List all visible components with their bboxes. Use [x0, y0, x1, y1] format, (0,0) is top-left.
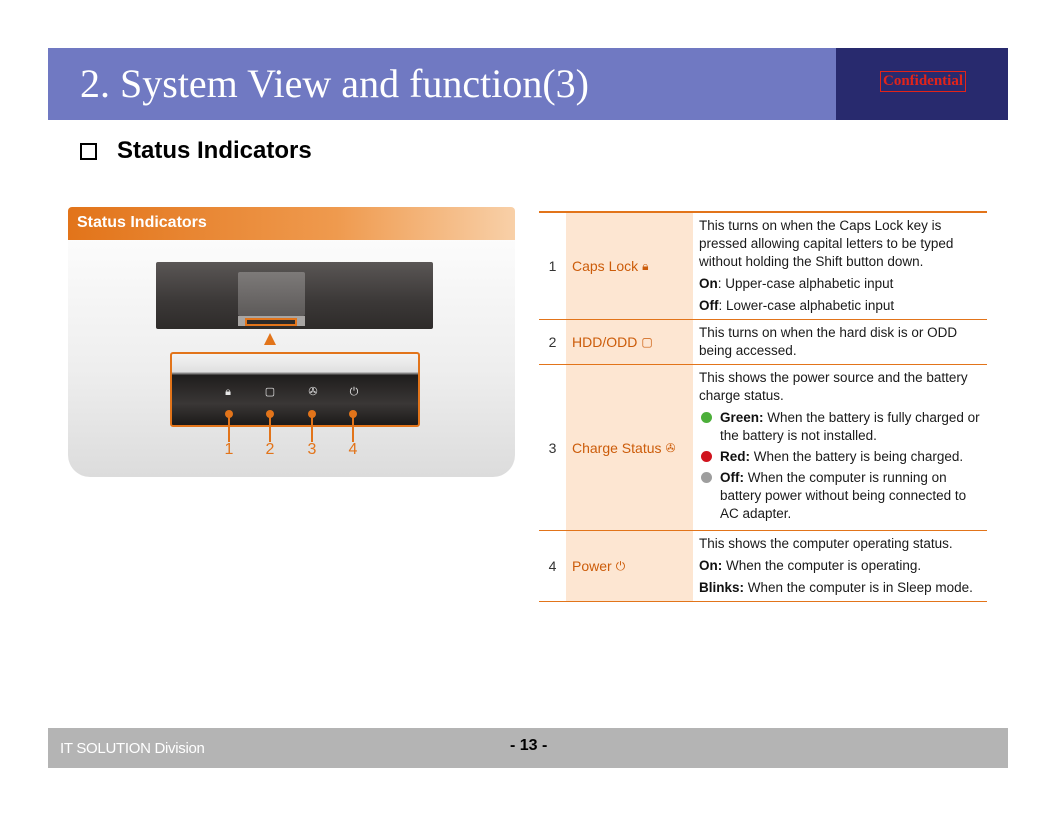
footer-division: IT SOLUTION Division [60, 740, 205, 757]
indicator-name [566, 213, 693, 319]
callout-arrow-icon [264, 333, 276, 345]
row-number: 1 [548, 258, 557, 274]
hdd-odd-icon: ▢ [641, 335, 653, 349]
section-heading [80, 137, 312, 165]
section-heading-text: Status Indicators [117, 137, 312, 164]
indicator-name-text: Charge Status [572, 439, 662, 456]
table-row [539, 531, 987, 602]
description-text: This turns on when the hard disk is or ODD being accessed. [699, 325, 958, 358]
led-strip-highlight [245, 318, 297, 326]
indicator-zoom-image [170, 352, 420, 427]
confidential-label: Confidential [880, 71, 966, 92]
indicator-description [693, 531, 987, 601]
callout-line [269, 414, 271, 442]
caps-lock-icon: 🔒︎ [642, 258, 649, 273]
indicator-description [693, 320, 987, 364]
description-text: This shows the power source and the battery charge status. [699, 370, 968, 403]
hdd-icon: ▢ [264, 386, 276, 398]
status-indicator-table [539, 211, 987, 602]
row-number: 4 [548, 558, 557, 574]
row-number: 3 [548, 439, 557, 456]
indicator-name [566, 531, 693, 601]
status-indicator-figure [68, 207, 515, 477]
callout-dot [225, 410, 233, 418]
callout-number-2: 2 [265, 441, 275, 458]
table-row [539, 365, 987, 531]
red-bullet: Red: When the battery is being charged. [699, 448, 983, 466]
callout-line [228, 414, 230, 442]
row-number: 2 [548, 334, 557, 350]
table-row [539, 320, 987, 365]
callout-dot [266, 410, 274, 418]
indicator-description [693, 213, 987, 319]
slide-title: 2. System View and function(3) [80, 61, 590, 106]
off-bullet: Off: When the computer is running on battery power without being connected to AC adapter. [699, 469, 983, 523]
table-row [539, 213, 987, 320]
callout-number-4: 4 [348, 441, 358, 458]
blinks-line: Blinks: When the computer is in Sleep mode. [699, 580, 973, 595]
callout-number-3: 3 [307, 441, 317, 458]
page-number: - 13 - [510, 737, 548, 754]
off-line: Off: Lower-case alphabetic input [699, 298, 895, 313]
charge-status-icon: ✇ [665, 440, 676, 455]
callout-dot [308, 410, 316, 418]
green-bullet: Green: When the battery is fully charged or the battery is not installed. [699, 409, 983, 445]
description-text: This turns on when the Caps Lock key is pressed allowing capital letters to be typed without holding the Shift button down. [699, 218, 954, 269]
callout-dot [349, 410, 357, 418]
checkbox-bullet-icon [80, 143, 97, 160]
green-dot-icon [701, 412, 712, 423]
indicator-name-text: HDD/ODD [572, 334, 638, 350]
callout-line [352, 414, 354, 442]
callout-line [311, 414, 313, 442]
caps-lock-icon: 🔒︎ [225, 386, 231, 398]
indicator-description [693, 365, 987, 530]
red-dot-icon [701, 451, 712, 462]
indicator-name [566, 365, 693, 530]
touchpad-image [238, 272, 305, 316]
power-icon: ⏻ [615, 558, 626, 573]
indicator-name-text: Caps Lock [572, 258, 639, 274]
indicator-name [566, 320, 693, 364]
description-text: This shows the computer operating status. [699, 536, 953, 551]
figure-title: Status Indicators [77, 214, 207, 231]
gray-dot-icon [701, 472, 712, 483]
power-icon: ⏻ [349, 386, 359, 398]
indicator-name-text: Power [572, 558, 612, 574]
on-line: On: When the computer is operating. [699, 558, 922, 573]
charge-icon: ✇ [308, 386, 318, 398]
on-line: On: Upper-case alphabetic input [699, 276, 894, 291]
callout-number-1: 1 [224, 441, 234, 458]
figure-header [68, 207, 515, 240]
